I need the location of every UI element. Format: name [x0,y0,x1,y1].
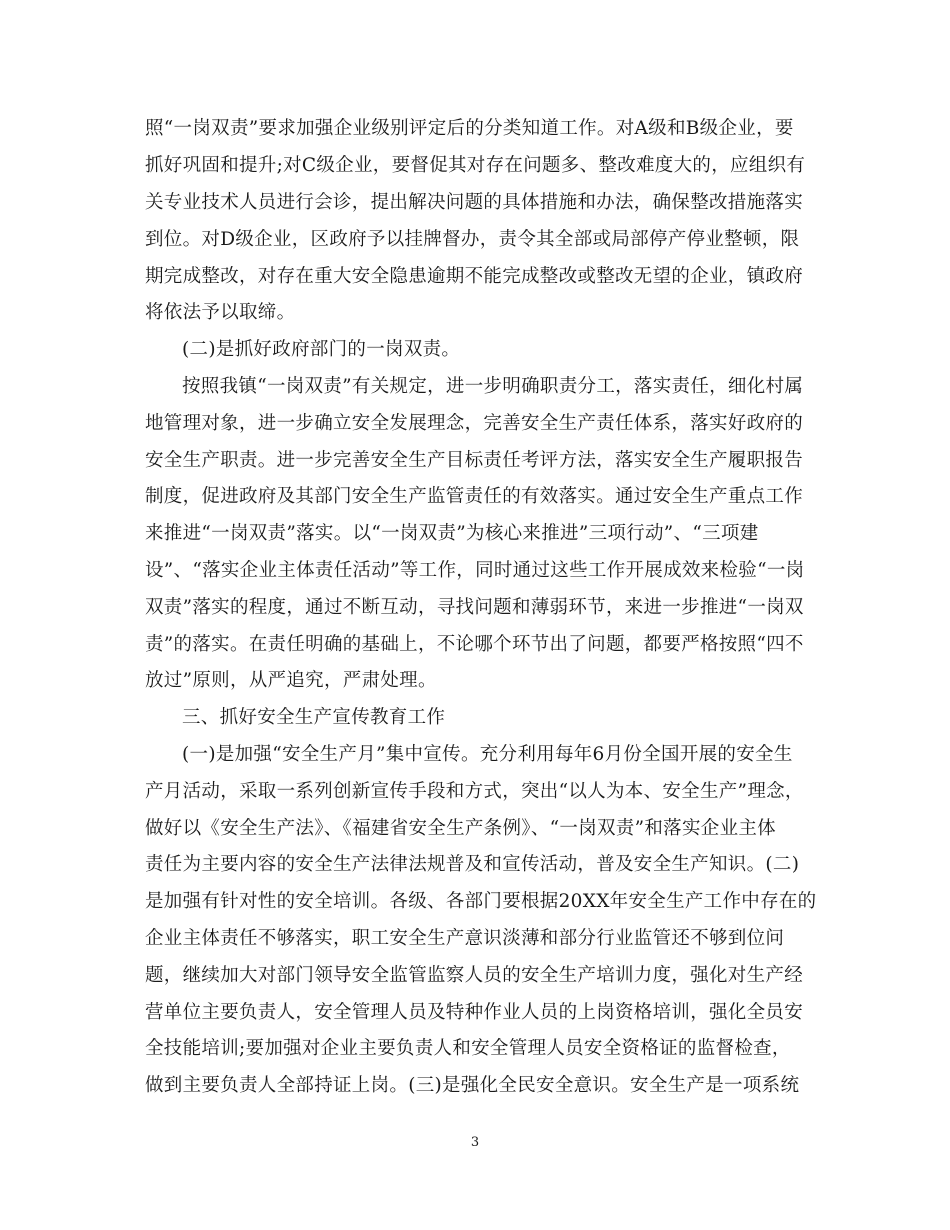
text-line: 安全生产职责。进一步完善安全生产目标责任考评方法，落实安全生产履职报告 [145,450,804,471]
text-line: 设”、“落实企业主体责任活动”等工作，同时通过这些工作开展成效来检验“一岗 [145,560,805,581]
text-line: 做到主要负责人全部持证上岗。(三)是强化全民安全意识。安全生产是一项系统 [145,1075,800,1096]
text-line: 全技能培训;要加强对企业主要负责人和安全管理人员安全资格证的监督检查， [145,1038,791,1059]
text-line: 做好以《安全生产法》、《福建省安全生产条例》、“一岗双责”和落实企业主体 [145,818,776,839]
text-line: 来推进“一岗双责”落实。以“一岗双责”为核心来推进”三项行动”、“三项建 [145,523,759,544]
text-line: 到位。对D级企业，区政府予以挂牌督办，责令其全部或局部停产停业整顿，限 [145,229,800,250]
text-line: 放过”原则，从严追究，严肃处理。 [145,670,437,691]
text-line: 将依法予以取缔。 [145,302,296,323]
text-line: 是加强有针对性的安全培训。各级、各部门要根据20XX年安全生产工作中存在的 [145,891,817,912]
text-line: 责任为主要内容的安全生产法律法规普及和宣传活动，普及安全生产知识。(二) [145,854,800,875]
text-line: 制度，促进政府及其部门安全生产监管责任的有效落实。通过安全生产重点工作 [145,486,804,507]
text-line: 营单位主要负责人，安全管理人员及特种作业人员的上岗资格培训，强化全员安 [145,1002,804,1023]
text-line: 责”的落实。在责任明确的基础上，不论哪个环节出了问题，都要严格按照“四不 [145,634,804,655]
text-line: 题，继续加大对部门领导安全监管监察人员的安全生产培训力度，强化对生产经 [145,965,804,986]
section-heading: (二)是抓好政府部门的一岗双责。 [182,339,461,360]
paragraph-start: (一)是加强“安全生产月”集中宣传。充分利用每年6月份全国开展的安全生 [182,744,793,765]
text-line: 双责”落实的程度，通过不断互动，寻找问题和薄弱环节，来进一步推进“一岗双 [145,597,804,618]
text-line: 关专业技术人员进行会诊，提出解决问题的具体措施和办法，确保整改措施落实 [145,192,804,213]
section-heading: 三、抓好安全生产宣传教育工作 [182,707,446,728]
paragraph-start: 按照我镇“一岗双责”有关规定，进一步明确职责分工，落实责任，细化村属 [182,376,804,397]
text-line: 照“一岗双责”要求加强企业级别评定后的分类知道工作。对A级和B级企业，要 [145,118,794,139]
page-number: 3 [470,1135,480,1150]
text-line: 企业主体责任不够落实，职工安全生产意识淡薄和部分行业监管还不够到位问 [145,928,785,949]
text-line: 产月活动，采取一系列创新宣传手段和方式，突出“以人为本、安全生产”理念， [145,781,804,802]
text-line: 地管理对象，进一步确立安全发展理念，完善安全生产责任体系，落实好政府的 [145,413,804,434]
text-line: 抓好巩固和提升;对C级企业，要督促其对存在问题多、整改难度大的，应组织有 [145,155,806,176]
text-line: 期完成整改，对存在重大安全隐患逾期不能完成整改或整改无望的企业，镇政府 [145,266,804,287]
